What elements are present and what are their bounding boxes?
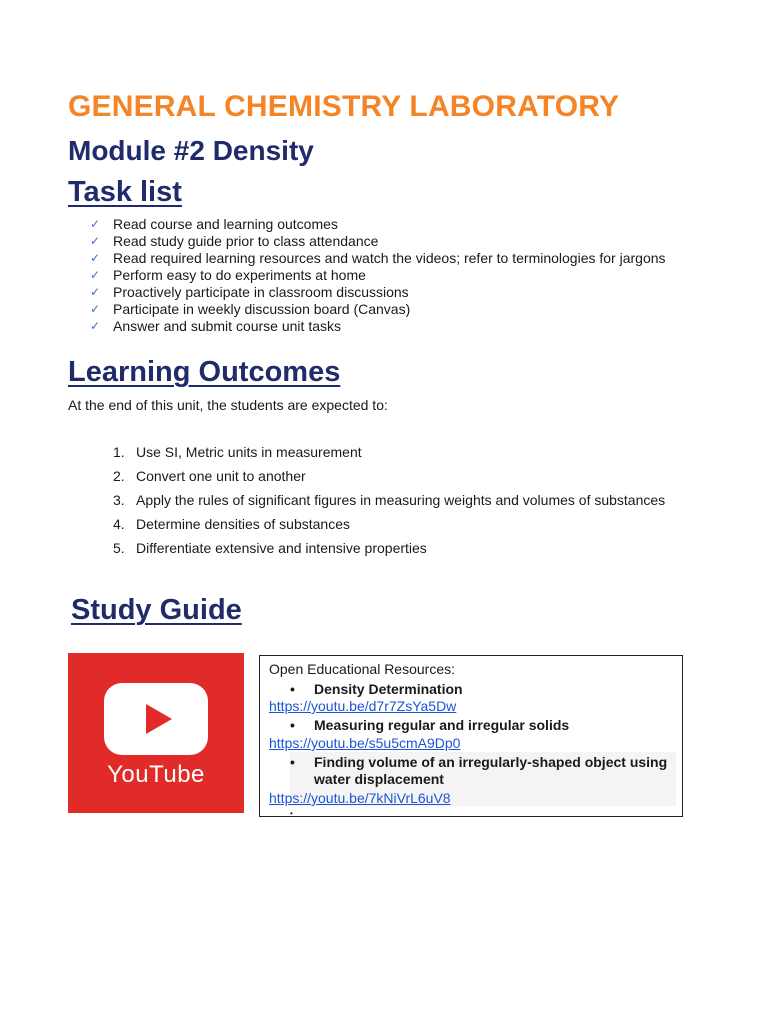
task-text: Answer and submit course unit tasks [113, 318, 341, 334]
checkmark-icon: ✓ [90, 268, 101, 282]
task-text: Participate in weekly discussion board (Canvas) [113, 301, 411, 317]
outcome-item [113, 488, 665, 512]
outcome-text: Determine densities of substances [136, 516, 350, 532]
learning-outcomes-heading: Learning Outcomes [68, 356, 341, 388]
bullet-icon: • [290, 681, 295, 697]
resource-item [290, 717, 569, 733]
task-item [90, 250, 666, 267]
outcome-item [113, 512, 665, 536]
outcomes-list [113, 440, 665, 560]
checkmark-icon: ✓ [90, 217, 101, 231]
youtube-label: YouTube [107, 761, 205, 788]
outcome-item [113, 536, 665, 560]
outcome-number: 1. [113, 444, 125, 460]
task-text: Perform easy to do experiments at home [113, 267, 366, 283]
resource-name: Measuring regular and irregular solids [314, 717, 570, 733]
bullet-icon: • [290, 754, 295, 770]
youtube-thumbnail[interactable] [68, 653, 244, 813]
checkmark-icon: ✓ [90, 302, 101, 316]
outcome-text: Apply the rules of significant figures in measuring weights and volumes of substances [136, 492, 666, 508]
outcomes-intro: At the end of this unit, the students are expected to: [68, 397, 388, 413]
resource-name: Finding volume of an irregularly-shaped object using water displacement [314, 754, 668, 787]
outcome-number: 2. [113, 468, 125, 484]
task-list [90, 216, 666, 335]
task-item [90, 267, 666, 284]
resources-title: Open Educational Resources: [269, 661, 455, 677]
checkmark-icon: ✓ [90, 285, 101, 299]
outcome-text: Differentiate extensive and intensive properties [136, 540, 427, 556]
task-text: Proactively participate in classroom discussions [113, 284, 409, 300]
task-item [90, 301, 666, 318]
checkmark-icon: ✓ [90, 319, 101, 333]
resource-item [290, 754, 674, 788]
outcome-number: 3. [113, 492, 125, 508]
outcome-item [113, 440, 665, 464]
resource-item [290, 681, 463, 697]
resource-link[interactable]: https://youtu.be/s5u5cmA9Dp0 [269, 735, 461, 751]
task-item [90, 216, 666, 233]
bullet-icon: • [290, 809, 293, 818]
resource-link[interactable]: https://youtu.be/7kNiVrL6uV8 [269, 790, 451, 806]
task-item [90, 318, 666, 335]
outcome-text: Use SI, Metric units in measurement [136, 444, 362, 460]
youtube-play-icon [146, 704, 172, 734]
outcome-number: 4. [113, 516, 125, 532]
task-item [90, 233, 666, 250]
resources-box [259, 655, 683, 817]
module-title: Module #2 Density [68, 135, 314, 166]
outcome-number: 5. [113, 540, 125, 556]
document-title: GENERAL CHEMISTRY LABORATORY [68, 90, 620, 123]
outcome-item [113, 464, 665, 488]
task-text: Read required learning resources and watch the videos; refer to terminologies for jargons [113, 250, 666, 266]
youtube-button-shape [104, 683, 208, 755]
checkmark-icon: ✓ [90, 251, 101, 265]
task-text: Read study guide prior to class attendance [113, 233, 379, 249]
task-text: Read course and learning outcomes [113, 216, 338, 232]
resource-name: Density Determination [314, 681, 463, 697]
resource-link[interactable]: https://youtu.be/d7r7ZsYa5Dw [269, 698, 457, 714]
task-item [90, 284, 666, 301]
outcome-text: Convert one unit to another [136, 468, 306, 484]
bullet-icon: • [290, 717, 295, 733]
study-guide-heading: Study Guide [71, 594, 242, 626]
task-list-heading: Task list [68, 176, 182, 208]
checkmark-icon: ✓ [90, 234, 101, 248]
